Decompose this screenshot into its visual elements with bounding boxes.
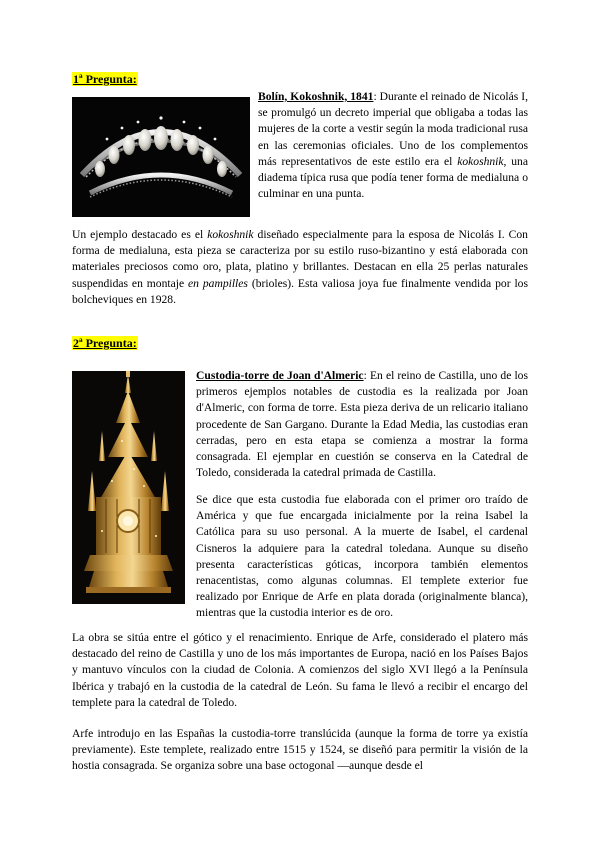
q2-p1-text: : En el reino de Castilla, uno de los primeros ejemplos notables de custodia es la realizada por Joan d'Almeric, con forma de torre. Esta pieza deriva de un relicario italiano procedente de San Gargano. Durante la Edad Media, las custodias eran cerradas, pero en esta etapa se comienza a mostrar la forma consagrada. El ejemplar en cuestión se conserva en la Catedral de Toledo, considerada la catedral primada de Castilla.: [196, 369, 528, 480]
q1-p1-text-a: : Durante el reinado de Nicolás I, se promulgó un decreto imperial que obligaba a todas las mujeres de la corte a vestir según la moda tradicional rusa en las ceremonias oficiales. Uno de los complementos más representativos de este estilo era el: [258, 90, 528, 168]
question-2-paragraph-4: Arfe introdujo en las Españas la custodia-torre translúcida (aunque la forma de torre ya existía previamente). Este templete, realizado entre 1515 y 1524, se diseñó para permitir la visión de la hostia consagrada. Se organiza sobre una base octogonal —aunque desde el: [72, 727, 528, 773]
question-2-paragraph-1: [196, 368, 528, 481]
q1-p2-italic: kokoshnik: [207, 228, 254, 241]
question-1-paragraph-2: [72, 227, 528, 308]
tiara-drawing: [72, 97, 250, 217]
q1-p2-text-c: (brioles). Esta valiosa joya fue finalmente vendida por los bolcheviques en 1928.: [72, 276, 528, 306]
custodia-title: Custodia-torre de Joan d'Almeric: [196, 369, 364, 382]
q1-p1-italic: kokoshnik: [457, 154, 504, 168]
question-2-paragraph-2: Se dice que esta custodia fue elaborada con el primer oro traído de América y que fue encargada inicialmente por la reina Isabel la Católica para su uso personal. A la muerte de Isabel, el cardenal Cisneros la adquiere para la catedral toledana. Aunque su diseño presenta características góticas, incorpora también elementos renacentistas, como algunas columnas. El templete exterior fue realizado por Enrique de Arfe en plata dorada (originalmente blanca), mientras que la custodia interior es de oro.: [196, 493, 528, 620]
kokoshnik-title: Bolín, Kokoshnik, 1841: [258, 90, 374, 103]
q1-p2-text-a: Un ejemplo destacado es el: [72, 228, 208, 241]
q1-p2-text-b: diseñado especialmente para la esposa de Nicolás I. Con forma de medialuna, esta pieza se caracteriza por su estilo ruso-bizantino y está elaborada con materiales preciosos como oro, plata, platino y brillantes. Destacan en ella 25 perlas naturales suspendidas en montaje: [72, 228, 528, 290]
question-1-paragraph-1: [258, 89, 528, 202]
question-2-heading: 2ª Pregunta:: [73, 336, 137, 350]
kokoshnik-tiara-image: [72, 97, 250, 217]
question-1-heading: 1ª Pregunta:: [73, 72, 137, 86]
monstrance-drawing: [72, 371, 185, 604]
custodia-monstrance-image: [72, 371, 185, 604]
q1-p1-text-b: , una diadema típica rusa que podía tener forma de medialuna o culminar en una punta.: [258, 154, 529, 201]
question-2-paragraph-3: La obra se sitúa entre el gótico y el renacimiento. Enrique de Arfe, considerado el platero más destacado del reino de Castilla y uno de los más importantes de Europa, nació en los Países Bajos y mantuvo vínculos con la ciudad de Colonia. A comienzos del siglo XVI llegó a la Península Ibérica y trabajó en la custodia de la catedral de León. Su fama le llevó a recibir el encargo del templete para la catedral de Toledo.: [72, 631, 528, 709]
q1-p2-italic-2: en pampilles: [188, 276, 248, 290]
